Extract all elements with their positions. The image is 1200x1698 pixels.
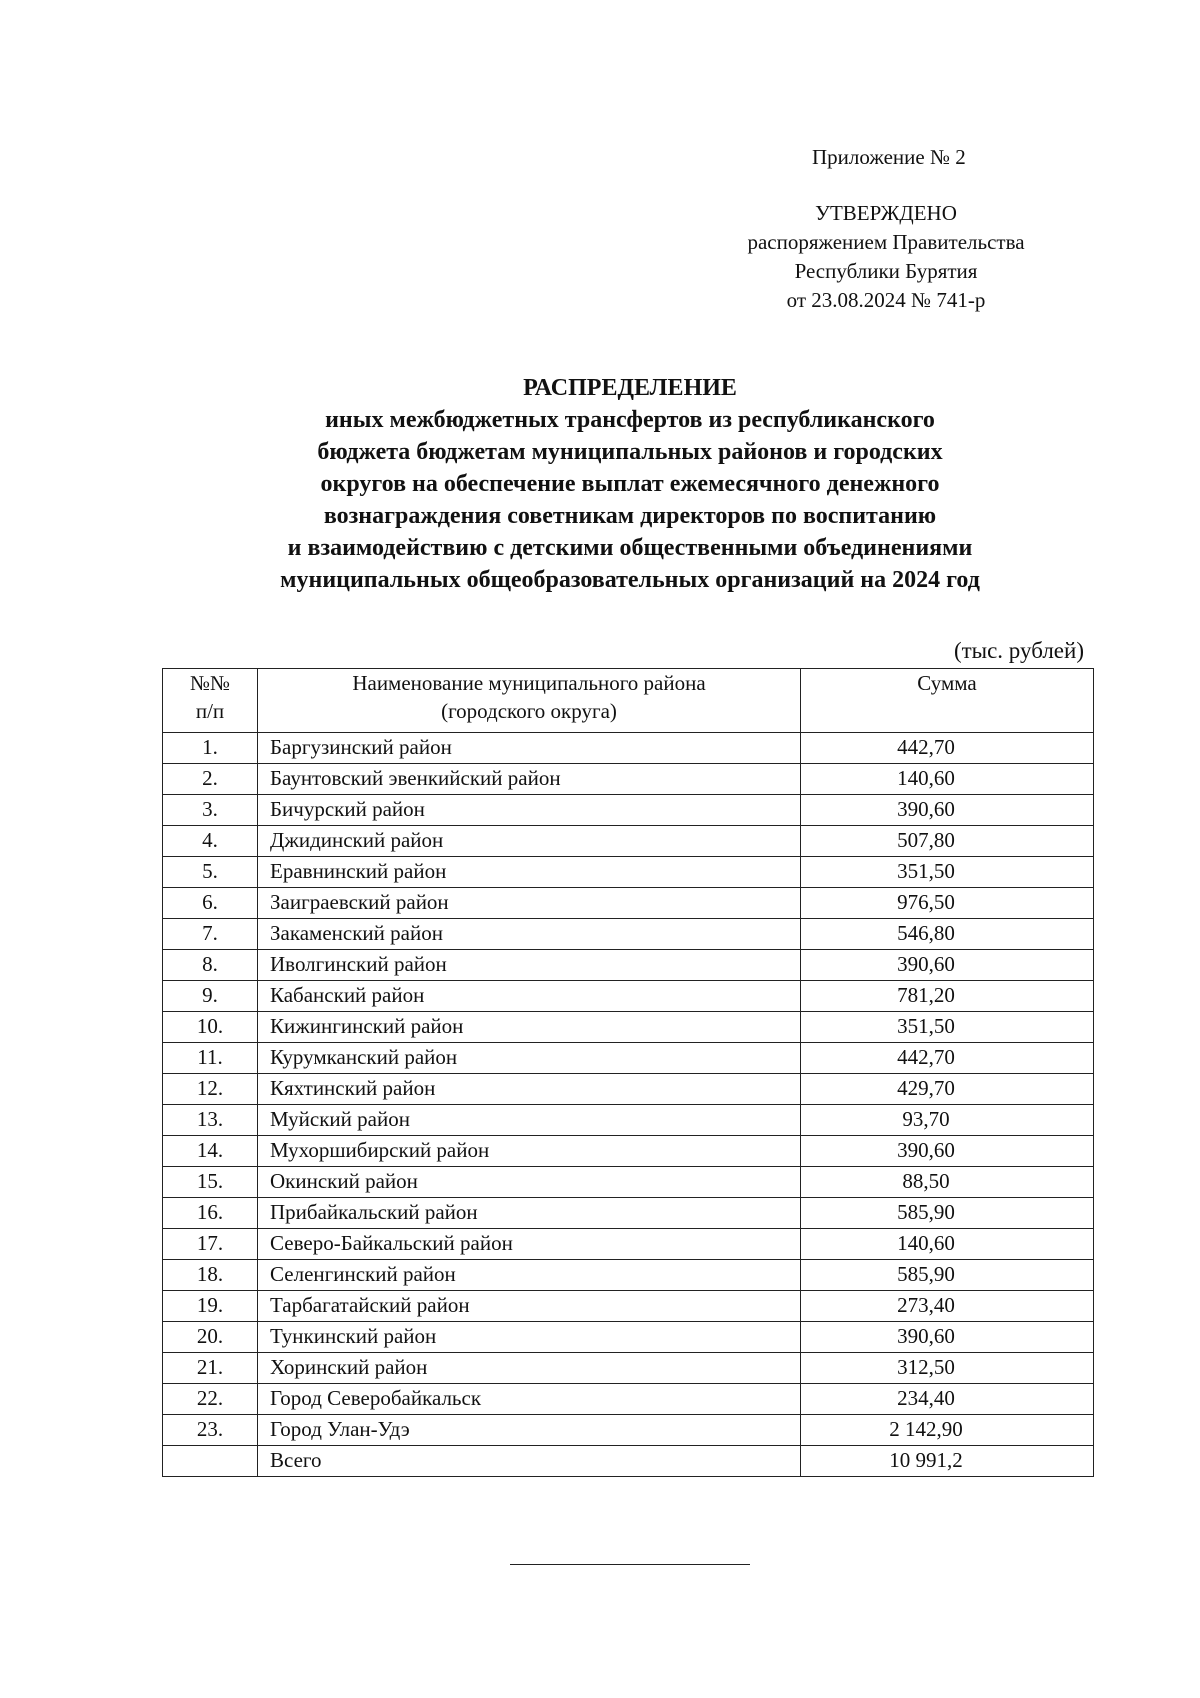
row-sum: 390,60 xyxy=(801,950,1094,981)
units-label: (тыс. рублей) xyxy=(953,638,1084,663)
header-name-line1: Наименование муниципального района xyxy=(352,671,706,695)
table-row xyxy=(163,1074,1094,1105)
row-name: Северо-Байкальский район xyxy=(258,1229,801,1260)
row-sum: 585,90 xyxy=(801,1198,1094,1229)
header-number-line1: №№ xyxy=(189,671,231,695)
table-row xyxy=(163,1136,1094,1167)
row-number: 2. xyxy=(163,764,258,795)
title-line: бюджета бюджетам муниципальных районов и городских xyxy=(317,439,943,465)
row-name: Тарбагатайский район xyxy=(258,1291,801,1322)
row-name: Город Северобайкальск xyxy=(258,1384,801,1415)
table-row xyxy=(163,950,1094,981)
row-number: 19. xyxy=(163,1291,258,1322)
total-name: Всего xyxy=(258,1446,801,1477)
title-line: иных межбюджетных трансфертов из республиканского xyxy=(325,407,935,433)
row-number: 17. xyxy=(163,1229,258,1260)
row-number: 11. xyxy=(163,1043,258,1074)
row-sum: 442,70 xyxy=(801,1043,1094,1074)
title-line: вознаграждения советникам директоров по воспитанию xyxy=(323,503,937,529)
table-row xyxy=(163,1198,1094,1229)
row-name: Кижингинский район xyxy=(258,1012,801,1043)
row-number: 9. xyxy=(163,981,258,1012)
row-name: Прибайкальский район xyxy=(258,1198,801,1229)
table-row xyxy=(163,764,1094,795)
header-name-line2: (городского округа) xyxy=(441,699,617,723)
row-sum: 390,60 xyxy=(801,1136,1094,1167)
table-body xyxy=(163,733,1094,1477)
row-number: 10. xyxy=(163,1012,258,1043)
header-number xyxy=(163,669,258,733)
approval-heading: УТВЕРЖДЕНО xyxy=(815,201,957,225)
row-number: 3. xyxy=(163,795,258,826)
row-name: Баунтовский эвенкийский район xyxy=(258,764,801,795)
row-name: Баргузинский район xyxy=(258,733,801,764)
table-row xyxy=(163,1167,1094,1198)
approval-block xyxy=(700,199,1072,315)
row-name: Тункинский район xyxy=(258,1322,801,1353)
row-name: Бичурский район xyxy=(258,795,801,826)
row-number: 18. xyxy=(163,1260,258,1291)
row-name: Закаменский район xyxy=(258,919,801,950)
row-sum: 976,50 xyxy=(801,888,1094,919)
row-number: 5. xyxy=(163,857,258,888)
row-name: Мухоршибирский район xyxy=(258,1136,801,1167)
row-number: 6. xyxy=(163,888,258,919)
table-row xyxy=(163,1415,1094,1446)
row-sum: 140,60 xyxy=(801,1229,1094,1260)
row-number: 7. xyxy=(163,919,258,950)
row-sum: 351,50 xyxy=(801,857,1094,888)
distribution-table xyxy=(162,668,1094,1477)
header-row xyxy=(163,669,1094,733)
table-row xyxy=(163,1260,1094,1291)
table-row xyxy=(163,1043,1094,1074)
row-sum: 140,60 xyxy=(801,764,1094,795)
row-sum: 390,60 xyxy=(801,795,1094,826)
row-sum: 429,70 xyxy=(801,1074,1094,1105)
table-row xyxy=(163,795,1094,826)
row-name: Селенгинский район xyxy=(258,1260,801,1291)
table-row xyxy=(163,1229,1094,1260)
row-number: 4. xyxy=(163,826,258,857)
row-sum: 442,70 xyxy=(801,733,1094,764)
row-sum: 351,50 xyxy=(801,1012,1094,1043)
row-number: 1. xyxy=(163,733,258,764)
row-sum: 273,40 xyxy=(801,1291,1094,1322)
row-number: 21. xyxy=(163,1353,258,1384)
row-sum: 234,40 xyxy=(801,1384,1094,1415)
row-name: Кяхтинский район xyxy=(258,1074,801,1105)
table-row xyxy=(163,1105,1094,1136)
row-name: Кабанский район xyxy=(258,981,801,1012)
row-sum: 781,20 xyxy=(801,981,1094,1012)
title-line: и взаимодействию с детскими общественными объединениями xyxy=(287,535,973,561)
approval-date-number: от 23.08.2024 № 741-р xyxy=(786,288,986,312)
row-name: Курумканский район xyxy=(258,1043,801,1074)
table-row xyxy=(163,1012,1094,1043)
row-sum: 546,80 xyxy=(801,919,1094,950)
row-name: Иволгинский район xyxy=(258,950,801,981)
table-header xyxy=(163,669,1094,733)
table-row xyxy=(163,919,1094,950)
row-number: 22. xyxy=(163,1384,258,1415)
row-name: Еравнинский район xyxy=(258,857,801,888)
row-name: Город Улан-Удэ xyxy=(258,1415,801,1446)
row-sum: 390,60 xyxy=(801,1322,1094,1353)
row-name: Джидинский район xyxy=(258,826,801,857)
table-row xyxy=(163,826,1094,857)
row-name: Заиграевский район xyxy=(258,888,801,919)
row-number: 12. xyxy=(163,1074,258,1105)
header-sum-label: Сумма xyxy=(917,671,977,695)
row-sum: 88,50 xyxy=(801,1167,1094,1198)
row-number: 15. xyxy=(163,1167,258,1198)
approval-issuer: распоряжением Правительства xyxy=(747,230,1025,254)
table-row xyxy=(163,888,1094,919)
row-number: 16. xyxy=(163,1198,258,1229)
table-row xyxy=(163,1353,1094,1384)
row-name: Хоринский район xyxy=(258,1353,801,1384)
row-number: 20. xyxy=(163,1322,258,1353)
total-sum: 10 991,2 xyxy=(801,1446,1094,1477)
total-row xyxy=(163,1446,1094,1477)
row-sum: 2 142,90 xyxy=(801,1415,1094,1446)
row-number: 23. xyxy=(163,1415,258,1446)
row-number: 13. xyxy=(163,1105,258,1136)
header-number-line2: п/п xyxy=(195,699,225,723)
row-sum: 585,90 xyxy=(801,1260,1094,1291)
title-line: РАСПРЕДЕЛЕНИЕ xyxy=(523,375,737,401)
row-sum: 312,50 xyxy=(801,1353,1094,1384)
approval-republic: Республики Бурятия xyxy=(794,259,978,283)
table-row xyxy=(163,1322,1094,1353)
document-title xyxy=(150,372,1110,596)
table-row xyxy=(163,733,1094,764)
row-number: 14. xyxy=(163,1136,258,1167)
header-name xyxy=(258,669,801,733)
row-sum: 93,70 xyxy=(801,1105,1094,1136)
title-line: округов на обеспечение выплат ежемесячного денежного xyxy=(320,471,940,497)
row-sum: 507,80 xyxy=(801,826,1094,857)
table-row xyxy=(163,1384,1094,1415)
table-row xyxy=(163,857,1094,888)
header-sum xyxy=(801,669,1094,733)
row-name: Муйский район xyxy=(258,1105,801,1136)
table-row xyxy=(163,1291,1094,1322)
footer-rule xyxy=(510,1564,750,1565)
title-line: муниципальных общеобразовательных организаций на 2024 год xyxy=(280,567,980,593)
total-num xyxy=(163,1446,258,1477)
appendix-label: Приложение № 2 xyxy=(812,145,966,169)
row-name: Окинский район xyxy=(258,1167,801,1198)
row-number: 8. xyxy=(163,950,258,981)
table-row xyxy=(163,981,1094,1012)
